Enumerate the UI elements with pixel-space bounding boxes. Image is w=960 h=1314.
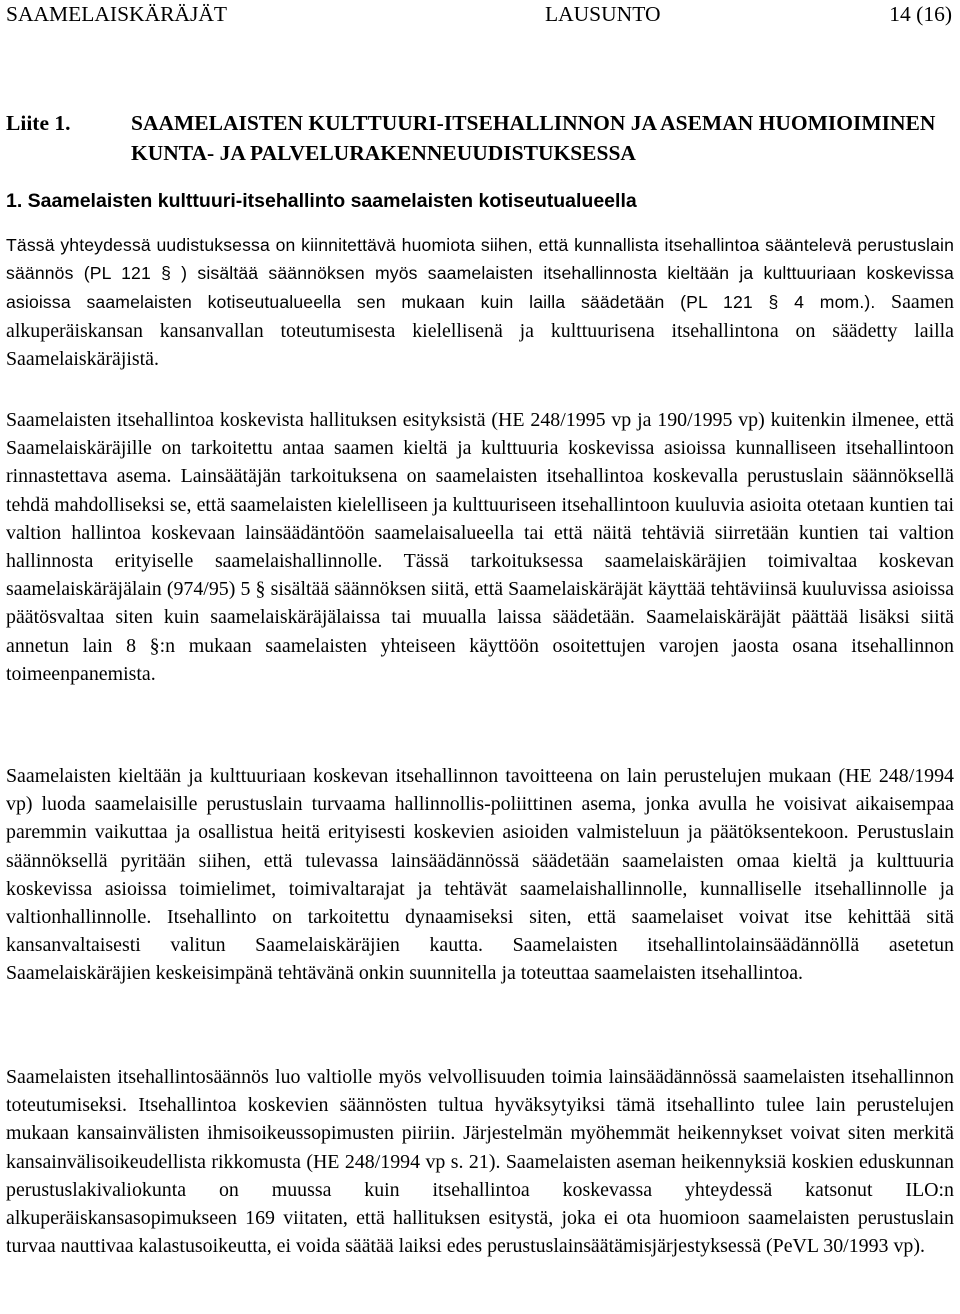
section-heading: 1. Saamelaisten kulttuuri-itsehallinto saamelaisten kotiseutualueella: [6, 190, 637, 212]
header-page-number: 14 (16): [889, 2, 952, 26]
paragraph-4: Saamelaisten itsehallintosäännös luo valtiolle myös velvollisuuden toimia lainsäädännössä saamelaisten itsehallinnon toteutumiseksi. Itsehallintoa koskevien säännösten tultua hyväksytyiksi tämä itsehallinto tulee lain perustelujen mukaan kansainvälisten ihmisoikeussopimusten piiriin. Järjestelmän myöhemmät heikennykset voivat siten merkitä kansainvälisoikeudellista rikkomusta (HE 248/1994 vp s. 21). Saamelaisten aseman heikennyksiä koskien eduskunnan perustuslakivaliokunta on muussa kuin itsehallintoa koskevassa yhteydessä katsonut ILO:n alkuperäiskansasopimukseen 169 viitaten, että hallituksen esitystä, joka ei ota huomioon saamelaisten perustuslain turvaa nauttivaa kalastusoikeutta, ei voida säätää laiksi edes perustuslainsäätämisjärjestyksessä (PeVL 30/1993 vp).: [6, 1066, 954, 1258]
page-header: [6, 2, 952, 32]
header-document-type: LAUSUNTO: [545, 2, 661, 26]
paragraph-1: [6, 232, 954, 373]
header-organization: SAAMELAISKÄRÄJÄT: [6, 2, 227, 26]
appendix-label: Liite 1.: [6, 111, 71, 135]
paragraph-1-part-b: Saamen alkuperäiskansan kansanvallan toteutumisesta kielellisenä ja kulttuurisena itsehallintona on säädetty lailla Saamelaiskäräjistä.: [6, 290, 954, 370]
paragraph-3: Saamelaisten kieltään ja kulttuuriaan koskevan itsehallinnon tavoitteena on lain perustelujen mukaan (HE 248/1994 vp) luoda saamelaisille perustuslain turvaama hallinnollis-poliittinen asema, jonka avulla he voisivat aikaisempaa paremmin vaikuttaa ja osallistua heitä erityisesti koskevien asioiden valmisteluun ja päätöksentekoon. Perustuslain säännöksellä pyritään siihen, että tulevassa lainsäädännössä säädetään saamelaisten omaa kieltä ja kulttuuria koskevissa asioissa toimielimet, toimivaltarajat ja tehtävät saamelaishallinnolle, kunnalliselle itsehallinnolle ja valtionhallinnolle. Itsehallinto on tarkoitettu dynaamiseksi siten, että saamelaiset voivat itse kehittää sitä kansanvaltaisesti valitun Saamelaiskäräjien kautta. Saamelaisten itsehallintolainsäädännöllä asetetun Saamelaiskäräjien keskeisimpänä tehtävänä onkin suunnitella ja toteuttaa saamelaisten itsehallintoa.: [6, 765, 954, 985]
appendix-title: SAAMELAISTEN KULTTUURI-ITSEHALLINNON JA ASEMAN HUOMIOIMINEN KUNTA- JA PALVELURAKENNEUUDISTUKSESSA: [131, 111, 936, 165]
paragraph-1-part-a: Tässä yhteydessä uudistuksessa on kiinnitettävä huomiota siihen, että kunnallista itsehallintoa sääntelevä perustuslain säännös (PL 121 § ) sisältää säännöksen myös saamelaisten itsehallinnosta kieltään ja kulttuuriaan koskevissa asioissa saamelaisten kotiseutualueella sen mukaan kuin lailla säädetään (PL 121 § 4 mom.).: [6, 235, 954, 312]
paragraph-2: Saamelaisten itsehallintoa koskevista hallituksen esityksistä (HE 248/1995 vp ja 190/1995 vp) kuitenkin ilmenee, että Saamelaiskäräjille on tarkoitettu antaa saamen kieltä ja kulttuuria koskevissa asioissa kunnalliseen itsehallintoon rinnastettava asema. Lainsäätäjän tarkoituksena on saamelaisten itsehallintoa koskevalla perustuslain säännöksellä tehdä mahdolliseksi se, että saamelaisten kielelliseen ja kulttuuriseen itsehallintoon kuuluvia asioita otetaan kuntien tai valtion hallintoa koskevaan lainsäädäntöön saamelaisalueella tai että näitä tehtäviä siirretään kuntien tai valtion hallinnosta erityiselle saamelaishallinnolle. Tässä tarkoituksessa saamelaiskäräjien toimivaltaa koskevan saamelaiskäräjälain (974/95) 5 § sisältää säännöksen siitä, että Saamelaiskäräjät käyttää tehtäviinsä kuuluvissa asioissa päätösvaltaa siten kuin saamelaiskäräjälaissa tai muualla laissa säädetään. Saamelaiskäräjät päättää lisäksi siitä annetun lain 8 §:n mukaan saamelaisten yhteiseen käyttöön osoitettujen varojen jaosta osana itsehallinnon toimeenpanemista.: [6, 409, 954, 685]
